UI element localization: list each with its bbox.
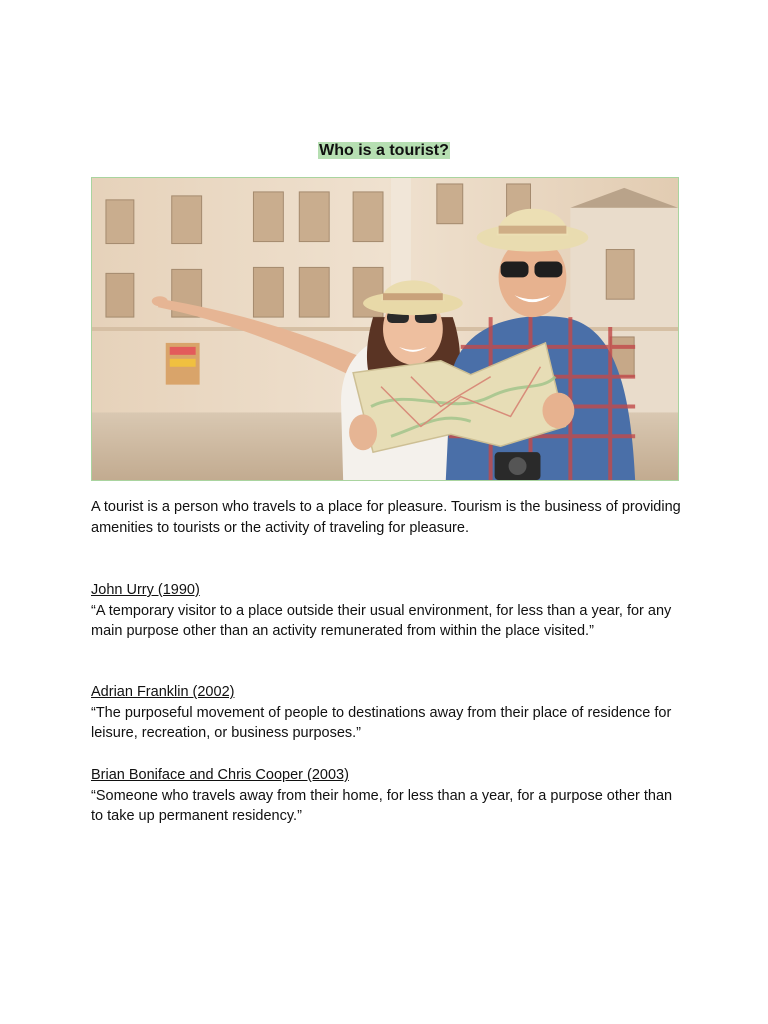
page-title-text: Who is a tourist? — [319, 142, 449, 159]
intro-paragraph — [91, 497, 681, 538]
definition-author: Adrian Franklin (2002) — [91, 684, 235, 700]
definition-author: John Urry (1990) — [91, 582, 200, 598]
definition-author: Brian Boniface and Chris Cooper (2003) — [91, 767, 349, 783]
page-title — [0, 141, 768, 161]
definition-quote: “The purposeful movement of people to destinations away from their place of residence for leisure, recreation, or business purposes.” — [91, 704, 672, 741]
definition-franklin — [91, 682, 681, 744]
tourist-couple-photo — [91, 177, 679, 481]
tourist-couple-illustration — [92, 178, 678, 480]
definition-quote: “Someone who travels away from their home, for less than a year, for a purpose other than to take up permanent residency.” — [91, 787, 673, 824]
definition-urry — [91, 580, 681, 642]
intro-text: A tourist is a person who travels to a place for pleasure. Tourism is the business of providing amenities to tourists or the activity of traveling for pleasure. — [91, 499, 681, 536]
definition-quote: “A temporary visitor to a place outside their usual environment, for less than a year, for any main purpose other than an activity remunerated from within the place visited.” — [91, 602, 672, 639]
definition-boniface-cooper — [91, 765, 681, 827]
